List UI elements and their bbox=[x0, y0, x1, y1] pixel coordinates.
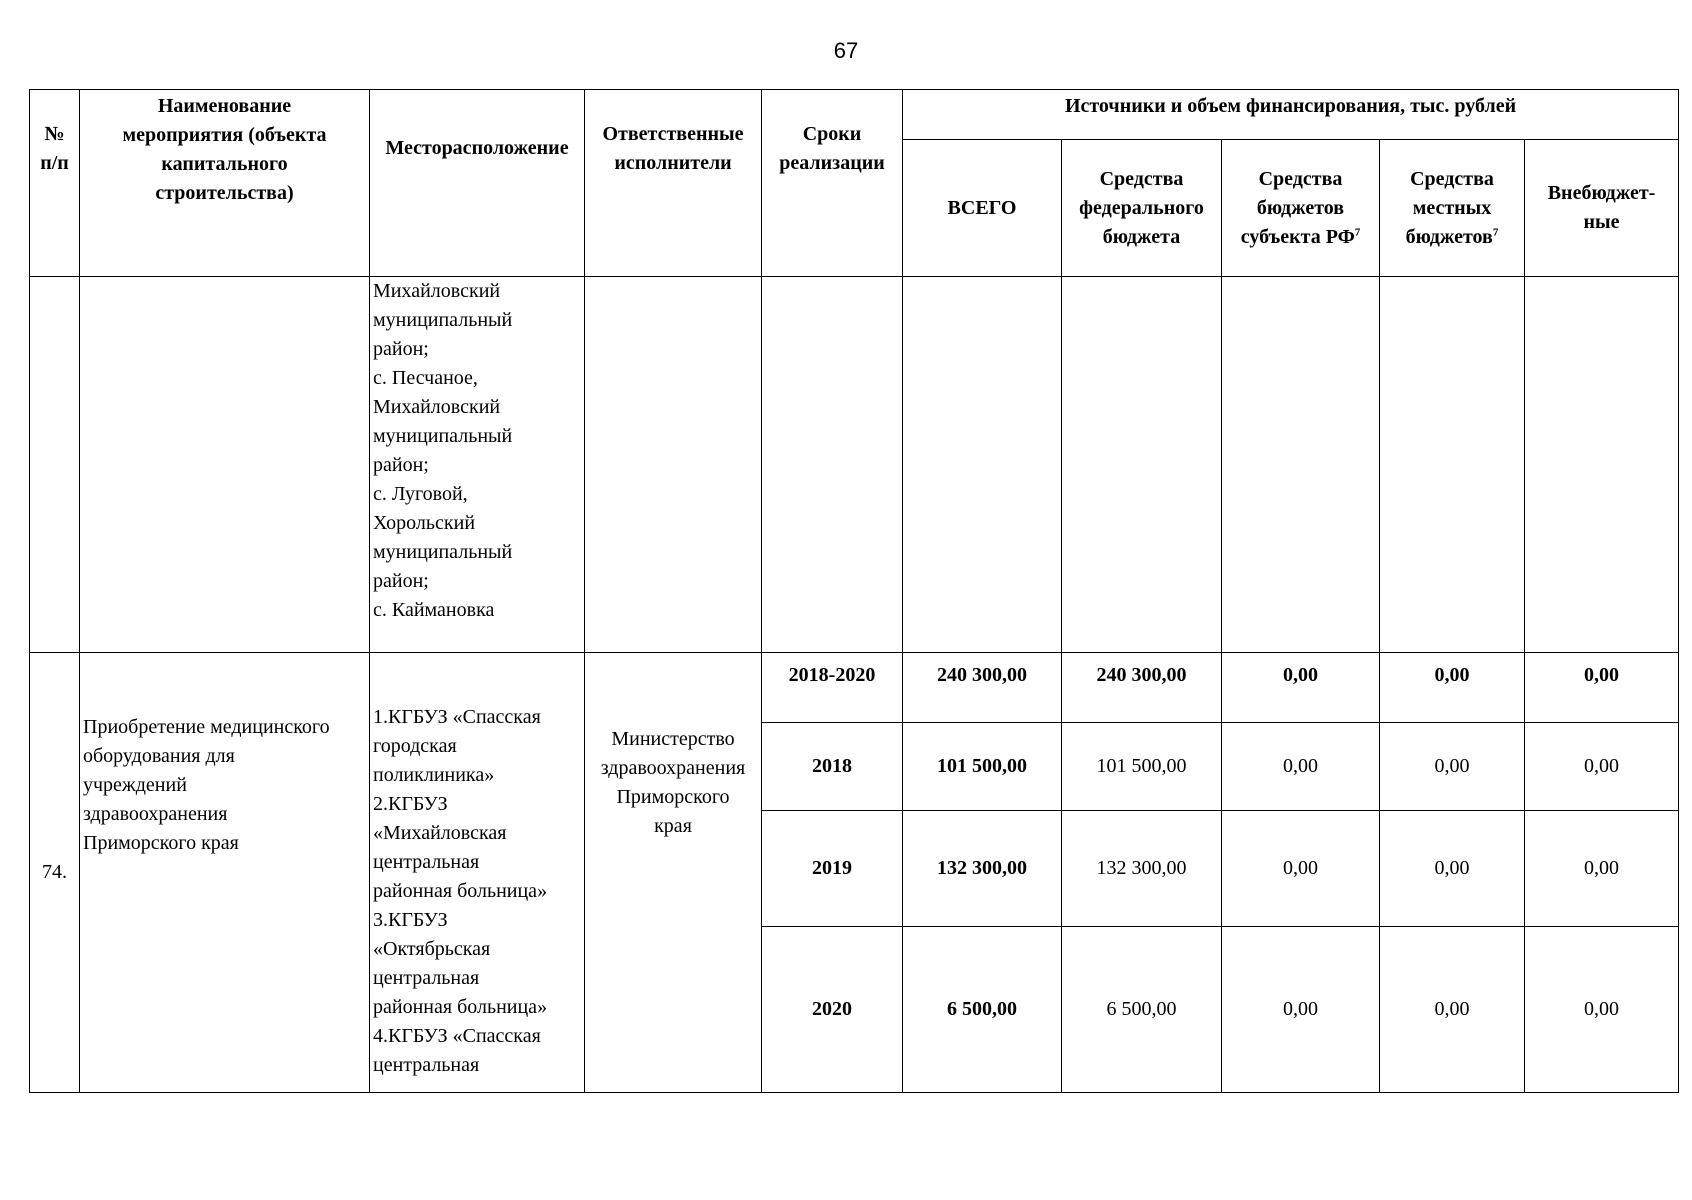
period-cell: 2018 bbox=[762, 723, 903, 811]
header-name: Наименование мероприятия (объекта капитального строительства) bbox=[80, 90, 370, 277]
header-period: Сроки реализации bbox=[762, 90, 903, 277]
page-number: 67 bbox=[833, 38, 859, 63]
total-cell: 101 500,00 bbox=[903, 723, 1062, 811]
total-cell: 132 300,00 bbox=[903, 811, 1062, 927]
regional-cell: 0,00 bbox=[1222, 927, 1380, 1093]
total-cell: 240 300,00 bbox=[903, 653, 1062, 723]
header-local-label: Средства местных бюджетов bbox=[1405, 167, 1494, 248]
header-total: ВСЕГО bbox=[903, 140, 1062, 277]
cont-regional-cell bbox=[1222, 277, 1380, 653]
header-regional-label: Средства бюджетов субъекта РФ bbox=[1240, 167, 1355, 248]
federal-cell: 6 500,00 bbox=[1062, 927, 1222, 1093]
cont-num-cell bbox=[30, 277, 80, 653]
table-row bbox=[30, 653, 1679, 723]
extra-cell: 0,00 bbox=[1525, 723, 1679, 811]
period-cell: 2020 bbox=[762, 927, 903, 1093]
header-row-1 bbox=[30, 90, 1679, 140]
federal-cell: 240 300,00 bbox=[1062, 653, 1222, 723]
period-cell: 2018-2020 bbox=[762, 653, 903, 723]
regional-cell: 0,00 bbox=[1222, 811, 1380, 927]
local-cell: 0,00 bbox=[1380, 811, 1525, 927]
cont-local-cell bbox=[1380, 277, 1525, 653]
period-cell: 2019 bbox=[762, 811, 903, 927]
header-extra: Внебюджет- ные bbox=[1525, 140, 1679, 277]
header-location: Месторасположение bbox=[370, 90, 585, 277]
header-funding-group: Источники и объем финансирования, тыс. рублей bbox=[903, 90, 1679, 140]
continuation-row bbox=[30, 277, 1679, 653]
item-location: 1.КГБУЗ «Спасская городская поликлиника» 2.КГБУЗ «Михайловская центральная районная больница» 3.КГБУЗ «Октябрьская центральная районная больница» 4.КГБУЗ «Спасская центральная bbox=[370, 653, 585, 1093]
funding-table bbox=[29, 89, 1679, 1093]
header-regional-footnote: 7 bbox=[1354, 225, 1361, 238]
cont-location-cell: Михайловский муниципальный район; с. Песчаное, Михайловский муниципальный район; с. Луговой, Хорольский муниципальный район; с. Каймановка bbox=[370, 277, 585, 653]
extra-cell: 0,00 bbox=[1525, 811, 1679, 927]
extra-cell: 0,00 bbox=[1525, 927, 1679, 1093]
cont-executor-cell bbox=[585, 277, 762, 653]
cont-name-cell bbox=[80, 277, 370, 653]
cont-period-cell bbox=[762, 277, 903, 653]
header-local-footnote: 7 bbox=[1492, 225, 1499, 238]
local-cell: 0,00 bbox=[1380, 927, 1525, 1093]
header-local bbox=[1380, 140, 1525, 277]
regional-cell: 0,00 bbox=[1222, 653, 1380, 723]
item-name: Приобретение медицинского оборудования для учреждений здравоохранения Приморского края bbox=[80, 653, 370, 1093]
federal-cell: 132 300,00 bbox=[1062, 811, 1222, 927]
local-cell: 0,00 bbox=[1380, 653, 1525, 723]
cont-federal-cell bbox=[1062, 277, 1222, 653]
federal-cell: 101 500,00 bbox=[1062, 723, 1222, 811]
header-executors: Ответственные исполнители bbox=[585, 90, 762, 277]
local-cell: 0,00 bbox=[1380, 723, 1525, 811]
header-regional bbox=[1222, 140, 1380, 277]
total-cell: 6 500,00 bbox=[903, 927, 1062, 1093]
extra-cell: 0,00 bbox=[1525, 653, 1679, 723]
cont-total-cell bbox=[903, 277, 1062, 653]
item-num: 74. bbox=[30, 653, 80, 1093]
regional-cell: 0,00 bbox=[1222, 723, 1380, 811]
header-federal: Средства федерального бюджета bbox=[1062, 140, 1222, 277]
item-executor: Министерство здравоохранения Приморского края bbox=[585, 653, 762, 1093]
header-num: № п/п bbox=[30, 90, 80, 277]
cont-extra-cell bbox=[1525, 277, 1679, 653]
